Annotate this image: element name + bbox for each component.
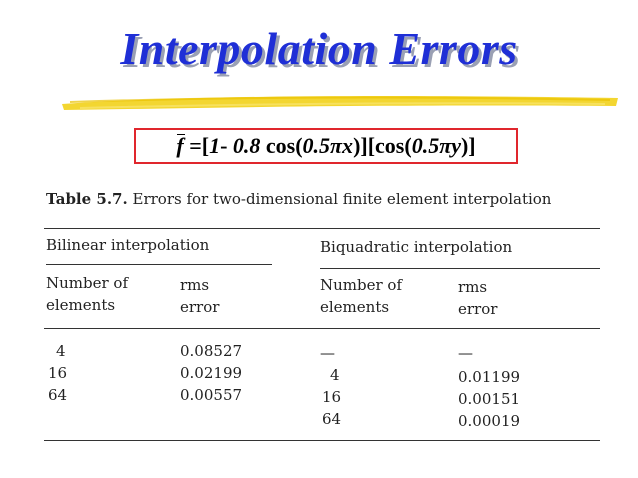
slide-title: Interpolation Errors xyxy=(120,23,518,74)
group-header-biquadratic: Biquadratic interpolation xyxy=(320,238,513,256)
col-header-bq-n-2: elements xyxy=(320,298,390,316)
formula-eq: =[ xyxy=(183,133,210,158)
formula-end: )] xyxy=(460,133,476,158)
table-cell: 16 xyxy=(48,364,68,382)
table-cell: 4 xyxy=(56,342,66,360)
group-header-bilinear: Bilinear interpolation xyxy=(46,236,210,254)
table-rule-header xyxy=(44,328,600,329)
formula-minus: - xyxy=(220,133,233,158)
formula-coef: 0.8 xyxy=(232,133,261,158)
formula-one: 1 xyxy=(209,133,221,158)
formula-arg2: 0.5πy xyxy=(411,133,461,158)
table-caption-text: Errors for two-dimensional finite element interpolation xyxy=(132,190,552,208)
table-rule-bottom xyxy=(44,440,600,441)
formula-box xyxy=(134,128,518,164)
table-cell: 64 xyxy=(48,386,68,404)
table-cell: 0.08527 xyxy=(180,342,243,360)
table-cell: 0.00557 xyxy=(180,386,243,404)
table-cell: — xyxy=(320,344,335,362)
col-header-bq-err-1: rms xyxy=(458,278,488,296)
table-cell: 0.00151 xyxy=(458,390,521,408)
table-cell: — xyxy=(458,344,473,362)
col-header-bq-err-2: error xyxy=(458,300,498,318)
biquadratic-underline xyxy=(320,268,600,269)
table-cell: 0.01199 xyxy=(458,368,521,386)
table-cell: 0.02199 xyxy=(180,364,243,382)
col-header-bl-err-1: rms xyxy=(180,276,210,294)
col-header-bq-n-1: Number of xyxy=(320,276,403,294)
table-cell: 64 xyxy=(322,410,342,428)
bilinear-underline xyxy=(46,264,272,265)
col-header-bl-n-1: Number of xyxy=(46,274,129,292)
formula-cos1: cos( xyxy=(260,133,303,158)
highlight-stroke xyxy=(60,90,620,114)
formula-f: f xyxy=(176,133,184,158)
table-cell: 4 xyxy=(330,366,340,384)
table-caption xyxy=(46,190,551,208)
formula-arg1: 0.5πx xyxy=(302,133,354,158)
table-cell: 16 xyxy=(322,388,342,406)
col-header-bl-err-2: error xyxy=(180,298,220,316)
table-rule-top xyxy=(44,228,600,229)
table-caption-label: Table 5.7. xyxy=(46,190,128,208)
formula-mid: )][cos( xyxy=(353,133,412,158)
table-cell: 0.00019 xyxy=(458,412,521,430)
col-header-bl-n-2: elements xyxy=(46,296,116,314)
